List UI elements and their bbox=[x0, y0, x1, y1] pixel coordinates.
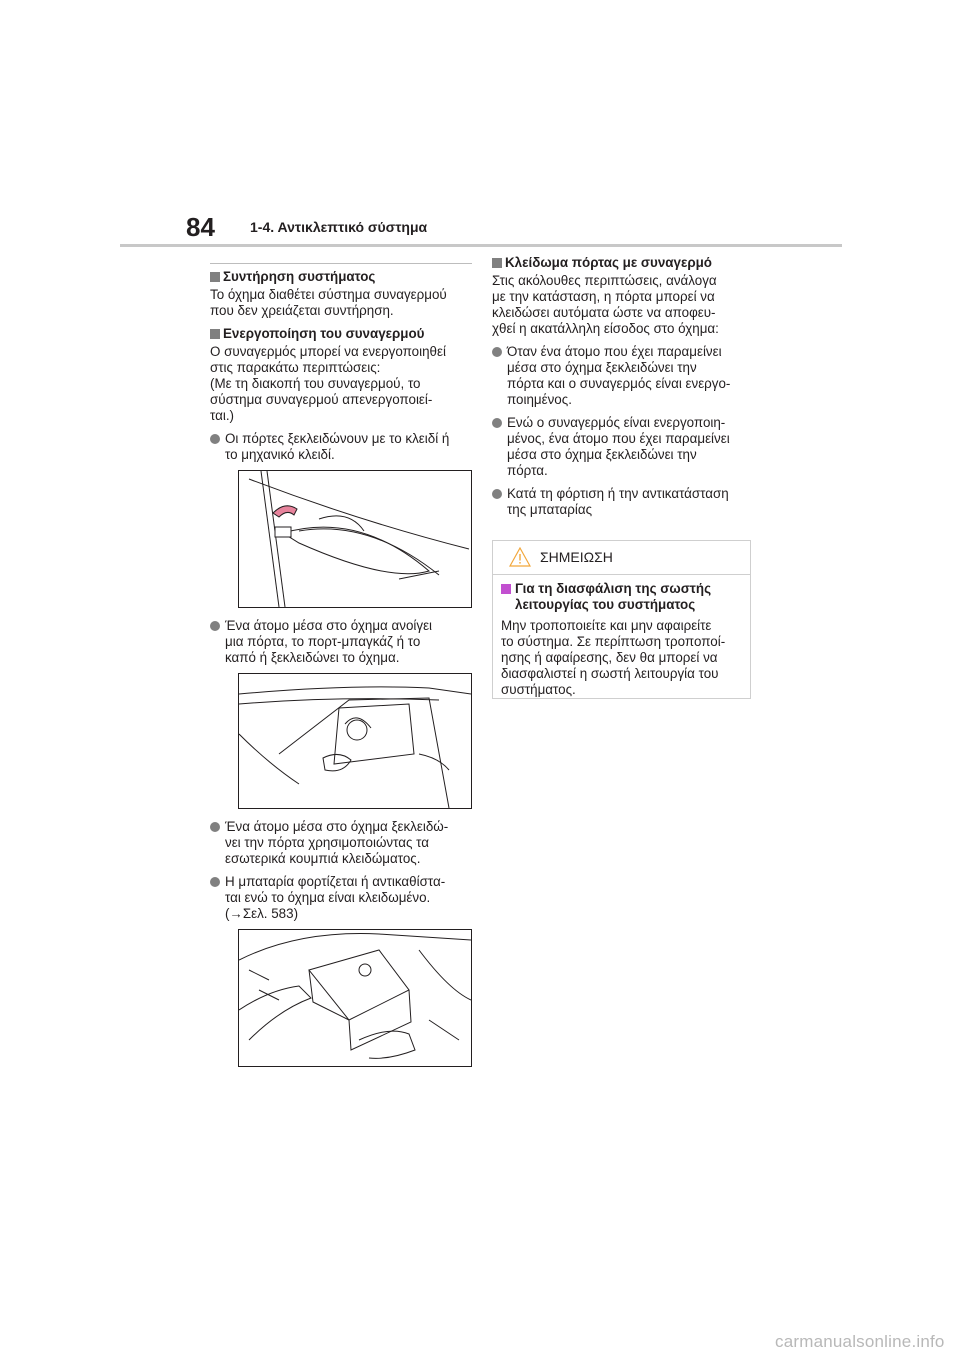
square-bullet-icon bbox=[210, 272, 220, 282]
bullet-battery: Κατά τη φόρτιση ή την αντικατάσταση της μπαταρίας bbox=[492, 486, 756, 518]
round-bullet-icon bbox=[492, 489, 502, 499]
battery-illustration bbox=[238, 929, 472, 1067]
square-bullet-icon bbox=[492, 258, 502, 268]
paragraph-door-lock-alarm: Στις ακόλουθες περιπτώσεις, ανάλογα με την κατάσταση, η πόρτα μπορεί να κλειδώσει αυτόματα ώστε να αποφευ- χθεί η ακατάλληλη είσοδος στο όχημα: bbox=[492, 273, 719, 336]
note-title: ΣΗΜΕΙΩΣΗ bbox=[540, 549, 613, 565]
paragraph-maintenance: Το όχημα διαθέτει σύστημα συναγερμού που δεν χρειάζεται συντήρηση. bbox=[210, 287, 447, 318]
note-heading: Για τη διασφάλιση της σωστής λειτουργίας του συστήματος bbox=[501, 581, 742, 613]
note-text: Μην τροποποιείτε και μην αφαιρείτε το σύστημα. Σε περίπτωση τροποποί- ησης ή αφαίρεσης, δεν θα μπορεί να διασφαλιστεί η σωστή λειτουργία του συστήματος. bbox=[501, 618, 726, 697]
heading-activation: Ενεργοποίηση του συναγερμού bbox=[210, 326, 472, 342]
bullet-inside-lock-buttons: Ένα άτομο μέσα στο όχημα ξεκλειδώ- νει την πόρτα χρησιμοποιώντας τα εσωτερικά κουμπιά κλειδώματος. bbox=[210, 819, 472, 867]
round-bullet-icon bbox=[210, 621, 220, 631]
square-bullet-icon bbox=[210, 329, 220, 339]
paragraph-activation: Ο συναγερμός μπορεί να ενεργοποιηθεί στις παρακάτω περιπτώσεις: (Με τη διακοπή του συναγερμού, το σύστημα συναγερμού απενεργοποιεί- ται.) bbox=[210, 344, 446, 423]
round-bullet-icon bbox=[492, 418, 502, 428]
bullet-alarm-active-unlock: Ενώ ο συναγερμός είναι ενεργοποιη- μένος, ένα άτομο που έχει παραμείνει μέσα στο όχημα ξεκλειδώνει την πόρτα. bbox=[492, 415, 756, 479]
header-rule bbox=[120, 244, 842, 247]
note-header bbox=[493, 541, 750, 575]
heading-door-lock-alarm: Κλείδωμα πόρτας με συναγερμό bbox=[492, 255, 756, 271]
page-number: 84 bbox=[186, 212, 215, 242]
note-box bbox=[492, 540, 751, 699]
round-bullet-icon bbox=[492, 347, 502, 357]
door-handle-illustration bbox=[238, 470, 472, 608]
bullet-key-unlock: Οι πόρτες ξεκλειδώνουν με το κλειδί ή το μηχανικό κλειδί. bbox=[210, 431, 472, 463]
person-in-car-illustration bbox=[238, 673, 472, 809]
bullet-person-inside-opens: Ένα άτομο μέσα στο όχημα ανοίγει μια πόρτα, το πορτ-μπαγκάζ ή το καπό ή ξεκλειδώνει το όχημα. bbox=[210, 618, 472, 666]
round-bullet-icon bbox=[210, 434, 220, 444]
bullet-battery-charging: Η μπαταρία φορτίζεται ή αντικαθίστα- ται ενώ το όχημα είναι κλειδωμένο. (→Σελ. 583) bbox=[210, 874, 472, 922]
round-bullet-icon bbox=[210, 877, 220, 887]
left-column bbox=[210, 263, 472, 1077]
heading-maintenance: Συντήρηση συστήματος bbox=[210, 269, 472, 285]
warning-triangle-icon bbox=[509, 547, 531, 571]
watermark: carmanualsonline.info bbox=[775, 1332, 945, 1351]
bullet-person-unlocks: Όταν ένα άτομο που έχει παραμείνει μέσα στο όχημα ξεκλειδώνει την πόρτα και ο συναγερμός είναι ενεργο- ποιημένος. bbox=[492, 344, 756, 408]
round-bullet-icon bbox=[210, 822, 220, 832]
right-column bbox=[492, 255, 756, 525]
square-bullet-icon bbox=[501, 584, 511, 594]
section-title: 1-4. Αντικλεπτικό σύστημα bbox=[250, 219, 428, 235]
note-body bbox=[493, 575, 750, 698]
